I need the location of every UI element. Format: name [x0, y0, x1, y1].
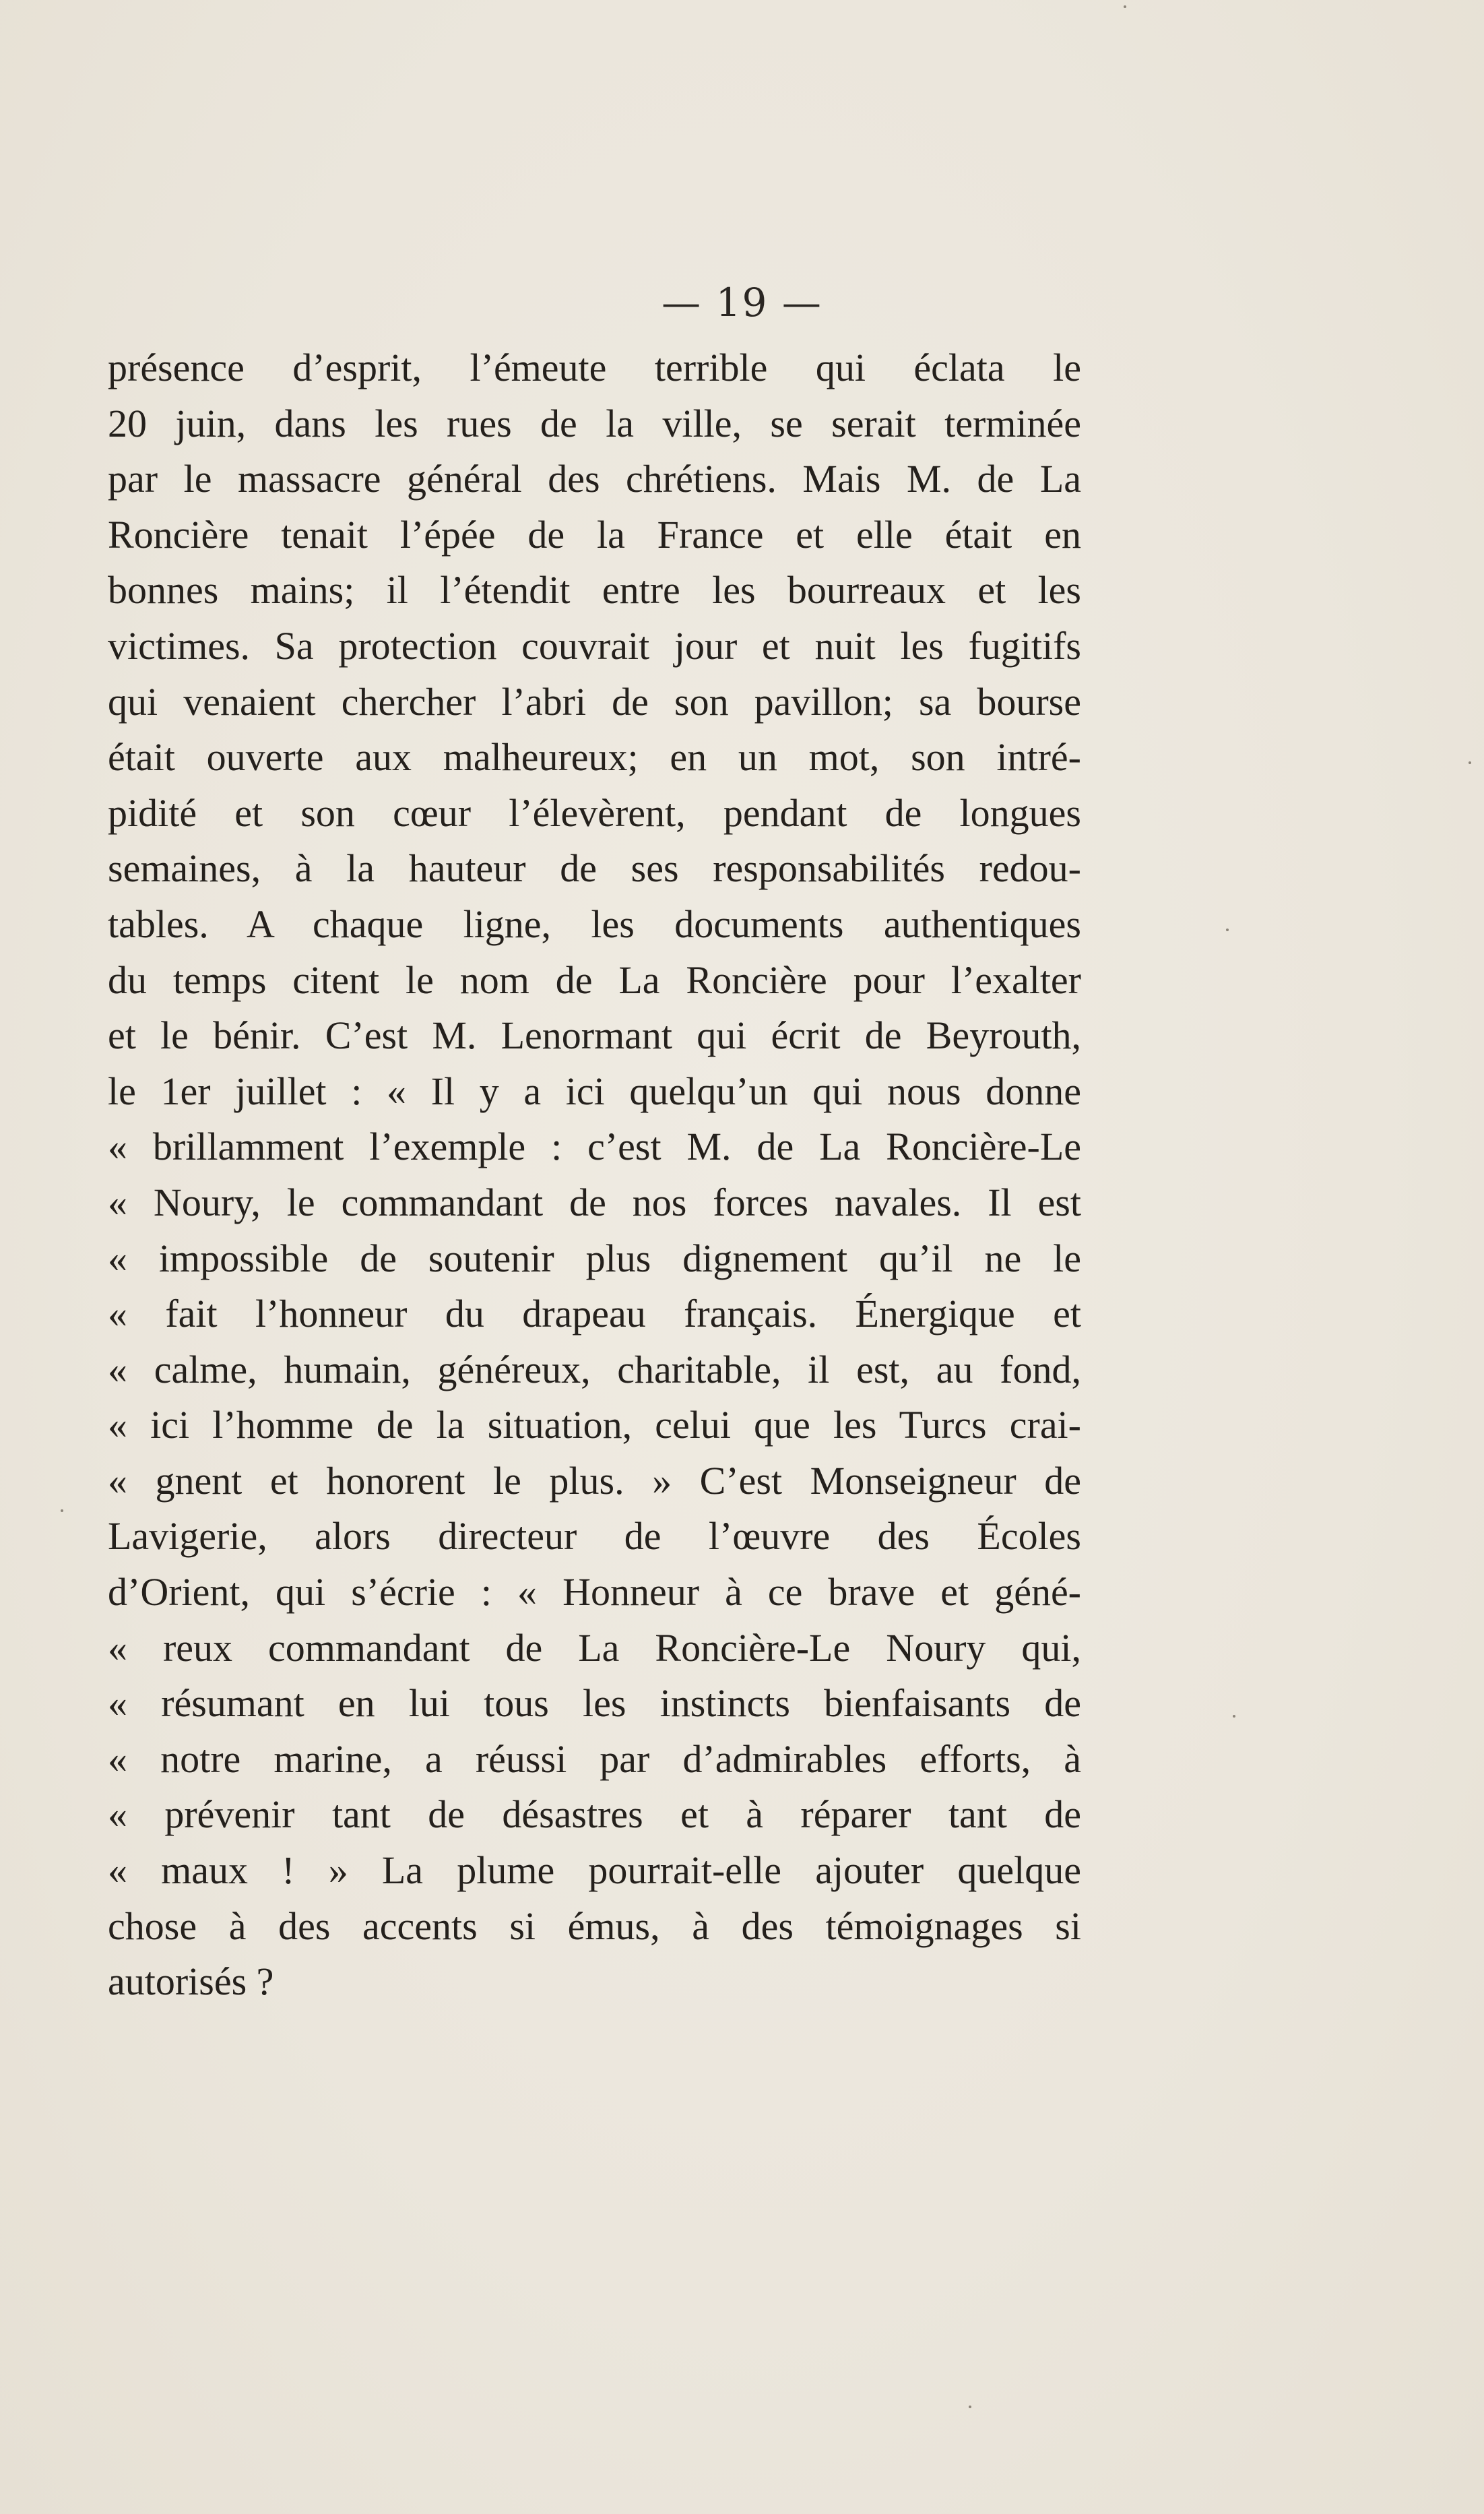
- text-line: Roncière tenait l’épée de la France et elle était en: [108, 512, 1081, 557]
- paper-speck: [1233, 1715, 1235, 1718]
- text-line: « ici l’homme de la situation, celui que les Turcs crai-: [108, 1403, 1081, 1447]
- text-line: et le bénir. C’est M. Lenormant qui écrit de Beyrouth,: [108, 1013, 1081, 1058]
- text-line: « résumant en lui tous les instincts bienfaisants de: [108, 1681, 1081, 1726]
- text-line: était ouverte aux malheureux; en un mot, son intré-: [108, 735, 1081, 780]
- text-line: victimes. Sa protection couvrait jour et nuit les fugitifs: [108, 623, 1081, 668]
- text-line: « calme, humain, généreux, charitable, il est, au fond,: [108, 1347, 1081, 1391]
- text-line: Lavigerie, alors directeur de l’œuvre des Écoles: [108, 1514, 1081, 1559]
- paper-speck: [1226, 929, 1229, 931]
- text-line: « fait l’honneur du drapeau français. Énergique et: [108, 1292, 1081, 1336]
- paper-speck: [61, 1509, 63, 1512]
- text-line: autorisés ?: [108, 1959, 274, 2004]
- text-line: tables. A chaque ligne, les documents authentiques: [108, 902, 1081, 946]
- text-line: présence d’esprit, l’émeute terrible qui éclata le: [108, 346, 1081, 389]
- body-text: [108, 340, 1081, 2010]
- text-line: « gnent et honorent le plus. » C’est Monseigneur de: [108, 1458, 1081, 1503]
- text-line: « maux ! » La plume pourrait-elle ajouter quelque: [108, 1848, 1081, 1893]
- text-line: par le massacre général des chrétiens. Mais M. de La: [108, 457, 1081, 501]
- text-line: « brillamment l’exemple : c’est M. de La Roncière-Le: [108, 1125, 1081, 1169]
- paper-speck: [1469, 761, 1471, 764]
- text-line: 20 juin, dans les rues de la ville, se serait terminée: [108, 401, 1081, 445]
- text-line: « reux commandant de La Roncière-Le Noury qui,: [108, 1625, 1081, 1670]
- text-line: d’Orient, qui s’écrie : « Honneur à ce brave et géné-: [108, 1570, 1081, 1614]
- text-line: « notre marine, a réussi par d’admirables efforts, à: [108, 1736, 1081, 1781]
- text-line: le 1er juillet : « Il y a ici quelqu’un qui nous donne: [108, 1069, 1081, 1113]
- paper-speck: [969, 2406, 971, 2408]
- text-line: « impossible de soutenir plus dignement qu’il ne le: [108, 1236, 1081, 1280]
- text-line: semaines, à la hauteur de ses responsabilités redou-: [108, 846, 1081, 891]
- text-line: qui venaient chercher l’abri de son pavillon; sa bourse: [108, 679, 1081, 724]
- text-line: « Noury, le commandant de nos forces navales. Il est: [108, 1180, 1081, 1224]
- text-line: pidité et son cœur l’élevèrent, pendant de longues: [108, 790, 1081, 835]
- text-line: bonnes mains; il l’étendit entre les bourreaux et les: [108, 568, 1081, 612]
- page-number: — 19 —: [662, 280, 822, 325]
- text-line: « prévenir tant de désastres et à réparer tant de: [108, 1792, 1081, 1837]
- text-line: chose à des accents si émus, à des témoignages si: [108, 1904, 1081, 1948]
- text-line: du temps citent le nom de La Roncière pour l’exalter: [108, 957, 1081, 1002]
- paper-speck: [1124, 5, 1126, 8]
